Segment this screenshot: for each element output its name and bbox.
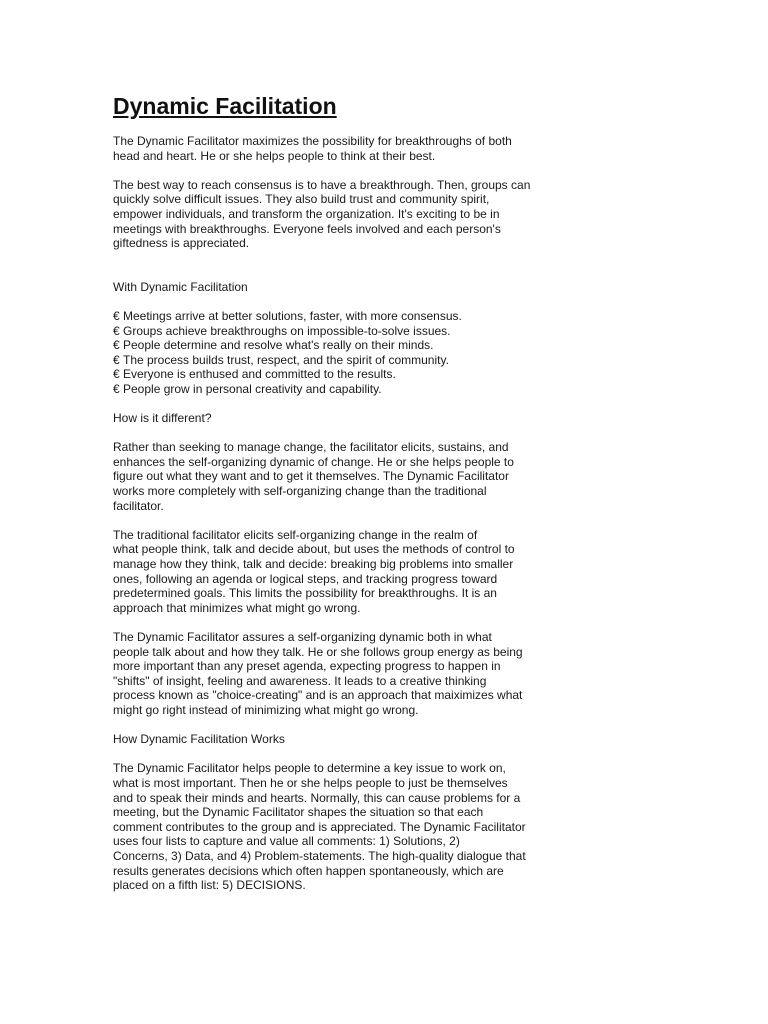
how-works-heading: How Dynamic Facilitation Works — [113, 732, 285, 747]
paragraph-spacer — [113, 615, 553, 630]
intro-paragraph-1: The Dynamic Facilitator maximizes the possibility for breakthroughs of both head and heart. He or she helps people to think at their best. — [113, 134, 512, 163]
intro-paragraph-2: The best way to reach consensus is to have a breakthrough. Then, groups can quickly solve difficult issues. They also build trust and community spirit, empower individuals, and transform the organization. It's exciting to be in meetings with breakthroughs. Everyone feels involved and each person's giftedness is appreciated. — [113, 177, 531, 251]
list-item — [113, 309, 553, 324]
list-item-text: People determine and resolve what's really on their minds. — [123, 338, 434, 353]
list-item — [113, 382, 553, 397]
bullet-symbol: € — [113, 367, 120, 382]
different-paragraph-1: Rather than seeking to manage change, the facilitator elicits, sustains, and enhances the self-organizing dynamic of change. He or she helps people to figure out what they want and to get it themselves. The Dynamic Facilitator works more completely with self-organizing change than the traditional facilitator. — [113, 440, 514, 513]
bullet-symbol: € — [113, 352, 120, 367]
list-item-text: Meetings arrive at better solutions, faster, with more consensus. — [123, 308, 462, 323]
paragraph-spacer — [113, 251, 553, 280]
list-item — [113, 353, 553, 368]
paragraph-spacer — [113, 513, 553, 528]
paragraph-spacer — [113, 294, 553, 309]
different-paragraph-2: The traditional facilitator elicits self-organizing change in the realm of what people think, talk and decide about, but uses the methods of control to manage how they think, talk and decide: breaking big problems into smaller ones, following an agenda or logical steps, and tracking progress toward predetermined goals. This limits the possibility for breakthroughs. It is an approach that minimizes what might go wrong. — [113, 527, 515, 615]
list-item-text: Everyone is enthused and committed to the results. — [123, 367, 396, 382]
list-item — [113, 324, 553, 339]
bullet-symbol: € — [113, 381, 120, 396]
bullet-symbol: € — [113, 323, 120, 338]
paragraph-spacer — [113, 718, 553, 733]
paragraph-spacer — [113, 747, 553, 762]
bullet-symbol: € — [113, 338, 120, 353]
works-paragraph-1: The Dynamic Facilitator helps people to determine a key issue to work on, what is most important. Then he or she helps people to just be themselves and to speak their minds and hearts. Normally, this can cause problems for a meeting, but the Dynamic Facilitator shapes the situation so that each comment contributes to the group and is appreciated. The Dynamic Facilitator uses four lists to capture and value all comments: 1) Solutions, 2) Concerns, 3) Data, and 4) Problem-statements. The high-quality dialogue that results generates decisions which often happen spontaneously, which are placed on a fifth list: 5) DECISIONS. — [113, 761, 526, 893]
paragraph-spacer — [113, 163, 553, 178]
list-item — [113, 367, 553, 382]
bullet-symbol: € — [113, 308, 120, 323]
list-item-text: People grow in personal creativity and capability. — [123, 381, 382, 396]
list-item-text: The process builds trust, respect, and the spirit of community. — [123, 352, 449, 367]
document-page — [113, 92, 553, 893]
list-item — [113, 338, 553, 353]
paragraph-spacer — [113, 426, 553, 441]
with-dynamic-facilitation-heading: With Dynamic Facilitation — [113, 279, 248, 294]
list-item-text: Groups achieve breakthroughs on impossible-to-solve issues. — [123, 323, 451, 338]
paragraph-spacer — [113, 397, 553, 412]
how-different-heading: How is it different? — [113, 411, 212, 426]
benefits-list — [113, 309, 553, 397]
different-paragraph-3: The Dynamic Facilitator assures a self-organizing dynamic both in what people talk about and how they talk. He or she follows group energy as being more important than any preset agenda, expecting progress to happen in "shifts" of insight, feeling and awareness. It leads to a creative thinking process known as "choice-creating" and is an approach that maiximizes what might go right instead of minimizing what might go wrong. — [113, 630, 523, 717]
document-title: Dynamic Facilitation — [113, 93, 337, 119]
